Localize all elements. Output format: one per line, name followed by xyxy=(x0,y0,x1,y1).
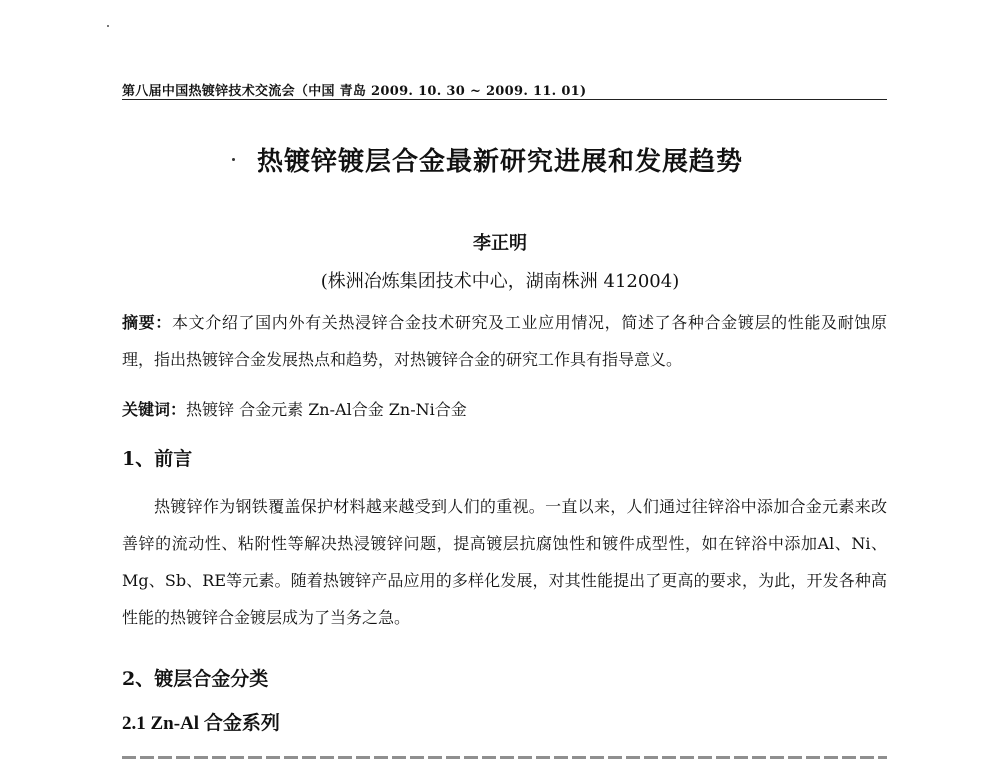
section-2-heading: 2、镀层合金分类 xyxy=(122,668,269,690)
abstract-text: 本文介绍了国内外有关热浸锌合金技术研究及工业应用情况，简述了各种合金镀层的性能及耐蚀原理，指出热镀锌合金发展热点和趋势，对热镀锌合金的研究工作具有指导意义。 xyxy=(122,313,887,369)
keywords-text: 热镀锌 合金元素 Zn-Al合金 Zn-Ni合金 xyxy=(186,400,467,419)
conference-header: 第八届中国热镀锌技术交流会（中国 青岛 2009. 10. 30 ~ 2009. 11. 01) xyxy=(122,84,587,99)
section-1-body: 热镀锌作为钢铁覆盖保护材料越来越受到人们的重视。一直以来，人们通过往锌浴中添加合金元素来改善锌的流动性、粘附性等解决热浸镀锌问题，提高镀层抗腐蚀性和镀件成型性，如在锌浴中添加Al、Ni、Mg、Sb、RE等元素。随着热镀锌产品应用的多样化发展，对其性能提出了更高的要求，为此，开发各种高性能的热镀锌合金镀层成为了当务之急。 xyxy=(122,497,887,627)
cut-off-text-line xyxy=(122,752,887,760)
keywords-label: 关键词： xyxy=(122,400,187,419)
author-affiliation: (株洲冶炼集团技术中心，湖南株洲 412004) xyxy=(320,271,680,292)
keywords-line xyxy=(122,391,887,428)
header-rule xyxy=(122,99,887,100)
author-name: 李正明 xyxy=(473,233,527,254)
scan-speck xyxy=(107,25,109,27)
abstract-paragraph xyxy=(122,304,887,378)
paper-title: 热镀锌镀层合金最新研究进展和发展趋势 xyxy=(256,147,743,177)
abstract-label: 摘要： xyxy=(122,313,172,332)
section-1-heading: 1、前言 xyxy=(122,448,193,470)
section-2-1-heading: 2.1 Zn-Al 合金系列 xyxy=(122,713,280,734)
